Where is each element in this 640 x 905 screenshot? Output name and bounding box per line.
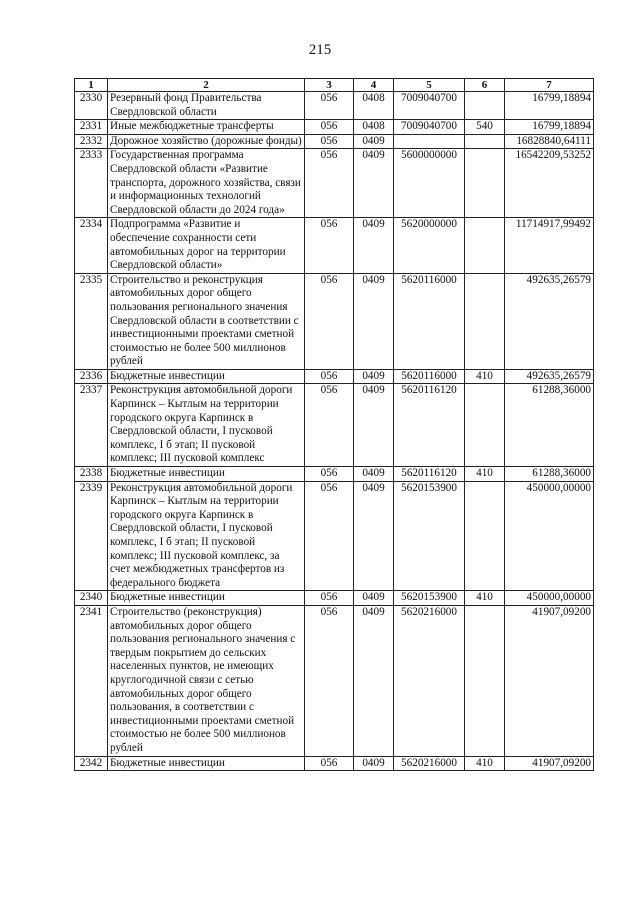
header-cell: 7: [505, 79, 594, 92]
row-code-6: [465, 273, 505, 369]
row-description: Бюджетные инвестиции: [108, 756, 305, 771]
row-number: 2336: [75, 369, 108, 384]
row-number: 2331: [75, 120, 108, 135]
row-code-3: 056: [305, 384, 354, 467]
row-description: Бюджетные инвестиции: [108, 591, 305, 606]
row-code-3: 056: [305, 591, 354, 606]
row-code-4: 0409: [354, 134, 394, 149]
row-code-5: 5620116000: [394, 369, 465, 384]
row-code-5: [394, 134, 465, 149]
row-number: 2340: [75, 591, 108, 606]
row-code-3: 056: [305, 605, 354, 756]
table-row: [75, 134, 594, 149]
row-amount: 61288,36000: [505, 384, 594, 467]
row-number: 2335: [75, 273, 108, 369]
row-code-5: 5620216000: [394, 756, 465, 771]
row-number: 2334: [75, 218, 108, 273]
table-row: [75, 591, 594, 606]
row-code-3: 056: [305, 369, 354, 384]
row-code-6: 410: [465, 369, 505, 384]
row-description: Иные межбюджетные трансферты: [108, 120, 305, 135]
row-code-4: 0409: [354, 756, 394, 771]
row-code-4: 0409: [354, 218, 394, 273]
row-number: 2341: [75, 605, 108, 756]
row-amount: 16542209,53252: [505, 149, 594, 218]
row-code-5: 5620216000: [394, 605, 465, 756]
row-code-6: [465, 149, 505, 218]
row-code-6: [465, 384, 505, 467]
row-description: Реконструкция автомобильной дороги Карпинск – Кытлым на территории городского округа Карпинск в Свердловской области, I пусковой комплекс, I б этап; II пусковой комплекс; III пусковой комплекс, за счет межбюджетных трансфертов из федерального бюджета: [108, 481, 305, 591]
row-amount: 16828840,64111: [505, 134, 594, 149]
row-description: Резервный фонд Правительства Свердловской области: [108, 92, 305, 120]
row-code-4: 0409: [354, 273, 394, 369]
row-code-6: 410: [465, 467, 505, 482]
row-number: 2332: [75, 134, 108, 149]
row-code-3: 056: [305, 218, 354, 273]
row-code-6: 410: [465, 756, 505, 771]
row-number: 2338: [75, 467, 108, 482]
row-code-4: 0409: [354, 591, 394, 606]
row-code-3: 056: [305, 134, 354, 149]
row-amount: 41907,09200: [505, 756, 594, 771]
row-code-5: 5620116120: [394, 384, 465, 467]
row-code-5: 7009040700: [394, 92, 465, 120]
row-number: 2342: [75, 756, 108, 771]
header-cell: 3: [305, 79, 354, 92]
table-row: [75, 756, 594, 771]
row-code-4: 0409: [354, 605, 394, 756]
row-code-6: 410: [465, 591, 505, 606]
table-row: [75, 218, 594, 273]
table-row: [75, 384, 594, 467]
table-row: [75, 481, 594, 591]
row-amount: 450000,00000: [505, 481, 594, 591]
row-amount: 492635,26579: [505, 369, 594, 384]
row-amount: 41907,09200: [505, 605, 594, 756]
row-code-3: 056: [305, 149, 354, 218]
row-number: 2330: [75, 92, 108, 120]
row-code-6: [465, 481, 505, 591]
row-code-6: 540: [465, 120, 505, 135]
row-amount: 16799,18894: [505, 120, 594, 135]
row-code-5: 5600000000: [394, 149, 465, 218]
row-code-6: [465, 92, 505, 120]
row-amount: 61288,36000: [505, 467, 594, 482]
header-row: [75, 79, 594, 92]
row-description: Государственная программа Свердловской области «Развитие транспорта, дорожного хозяйства, связи и информационных технологий Свердловской области до 2024 года»: [108, 149, 305, 218]
row-code-3: 056: [305, 756, 354, 771]
row-number: 2337: [75, 384, 108, 467]
table-row: [75, 273, 594, 369]
header-cell: 2: [108, 79, 305, 92]
header-cell: 1: [75, 79, 108, 92]
header-cell: 5: [394, 79, 465, 92]
row-code-6: [465, 218, 505, 273]
row-code-5: 5620116000: [394, 273, 465, 369]
header-cell: 4: [354, 79, 394, 92]
row-code-5: 5620116120: [394, 467, 465, 482]
row-amount: 492635,26579: [505, 273, 594, 369]
table-row: [75, 92, 594, 120]
row-code-5: 5620000000: [394, 218, 465, 273]
row-description: Бюджетные инвестиции: [108, 467, 305, 482]
row-number: 2339: [75, 481, 108, 591]
row-description: Строительство и реконструкция автомобильных дорог общего пользования регионального значения Свердловской области в соответствии с инвестиционными проектами сметной стоимостью не более 500 миллионов рублей: [108, 273, 305, 369]
table-row: [75, 149, 594, 218]
row-code-5: 7009040700: [394, 120, 465, 135]
table-row: [75, 605, 594, 756]
row-code-6: [465, 134, 505, 149]
row-code-4: 0409: [354, 467, 394, 482]
row-amount: 450000,00000: [505, 591, 594, 606]
row-amount: 11714917,99492: [505, 218, 594, 273]
row-code-3: 056: [305, 92, 354, 120]
row-code-4: 0409: [354, 369, 394, 384]
row-code-4: 0409: [354, 149, 394, 218]
row-description: Бюджетные инвестиции: [108, 369, 305, 384]
header-cell: 6: [465, 79, 505, 92]
table-row: [75, 369, 594, 384]
row-number: 2333: [75, 149, 108, 218]
budget-table: [74, 78, 594, 771]
row-code-4: 0409: [354, 481, 394, 591]
row-code-3: 056: [305, 273, 354, 369]
row-code-4: 0409: [354, 384, 394, 467]
row-code-3: 056: [305, 120, 354, 135]
row-code-3: 056: [305, 481, 354, 591]
row-amount: 16799,18894: [505, 92, 594, 120]
row-code-4: 0408: [354, 120, 394, 135]
row-code-6: [465, 605, 505, 756]
row-description: Подпрограмма «Развитие и обеспечение сохранности сети автомобильных дорог на территории Свердловской области»: [108, 218, 305, 273]
row-code-5: 5620153900: [394, 481, 465, 591]
row-description: Строительство (реконструкция) автомобильных дорог общего пользования регионального значения с твердым покрытием до сельских населенных пунктов, не имеющих круглогодичной связи с сетью автомобильных дорог общего пользования, в соответствии с инвестиционными проектами сметной стоимостью не более 500 миллионов рублей: [108, 605, 305, 756]
table-row: [75, 467, 594, 482]
row-description: Дорожное хозяйство (дорожные фонды): [108, 134, 305, 149]
row-code-4: 0408: [354, 92, 394, 120]
row-code-5: 5620153900: [394, 591, 465, 606]
row-code-3: 056: [305, 467, 354, 482]
table-row: [75, 120, 594, 135]
page-number: 215: [308, 42, 332, 58]
row-description: Реконструкция автомобильной дороги Карпинск – Кытлым на территории городского округа Карпинск в Свердловской области, I пусковой комплекс, I б этап; II пусковой комплекс; III пусковой комплекс: [108, 384, 305, 467]
